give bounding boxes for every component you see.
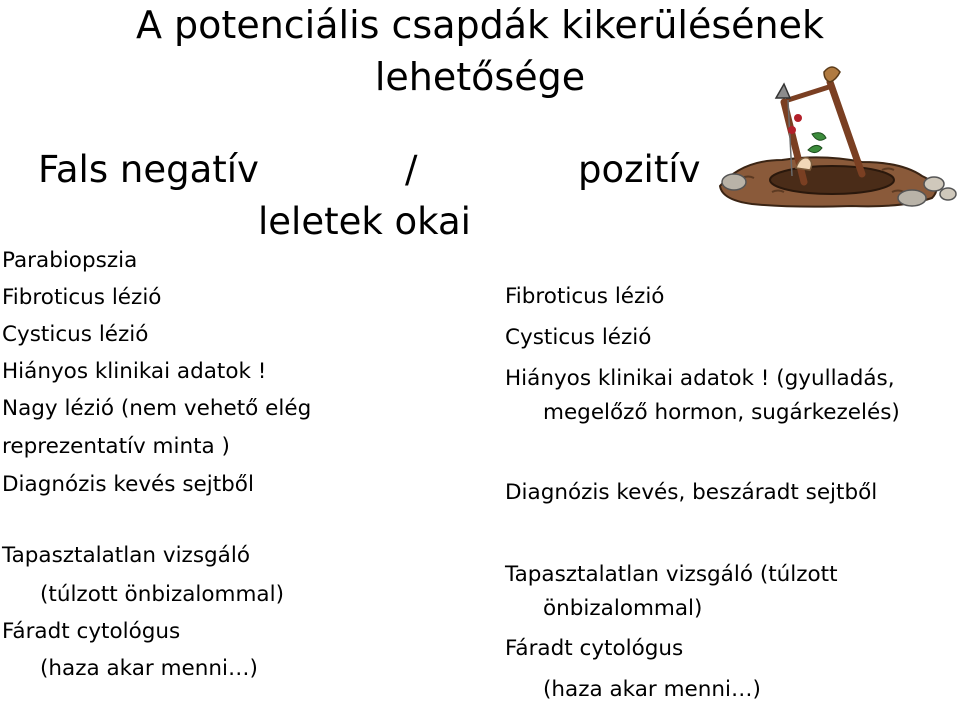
- list-item: Cysticus lézió: [2, 322, 149, 347]
- list-item: Hiányos klinikai adatok !: [2, 359, 267, 384]
- subtitle-slash: /: [405, 148, 418, 191]
- trap-pit-icon: [712, 58, 960, 218]
- list-item: (túlzott önbizalommal): [40, 582, 284, 607]
- subtitle-false-negative: Fals negatív: [38, 148, 259, 191]
- list-item: Tapasztalatlan vizsgáló: [2, 543, 250, 568]
- list-item: Fáradt cytológus: [505, 636, 684, 661]
- list-item: Diagnózis kevés sejtből: [2, 472, 254, 497]
- list-item: Nagy lézió (nem vehető elég: [2, 396, 312, 421]
- list-item: önbizalommal): [543, 596, 703, 621]
- subtitle-results-causes: leletek okai: [258, 200, 471, 243]
- list-item: Fibroticus lézió: [2, 285, 162, 310]
- list-item: Fáradt cytológus: [2, 619, 181, 644]
- slide-title-line1: A potenciális csapdák kikerülésének: [135, 3, 824, 47]
- slide-title-line2: lehetősége: [374, 55, 586, 99]
- list-item: Diagnózis kevés, beszáradt sejtből: [505, 480, 878, 505]
- subtitle-positive: pozitív: [578, 148, 701, 191]
- list-item: (haza akar menni…): [40, 656, 258, 681]
- list-item: Parabiopszia: [2, 248, 138, 273]
- list-item: Cysticus lézió: [505, 325, 652, 350]
- list-item: megelőző hormon, sugárkezelés): [543, 400, 900, 425]
- list-item: Tapasztalatlan vizsgáló (túlzott: [505, 562, 838, 587]
- list-item: Hiányos klinikai adatok ! (gyulladás,: [505, 366, 895, 391]
- list-item: reprezentatív minta ): [2, 434, 230, 459]
- list-item: Fibroticus lézió: [505, 284, 665, 309]
- list-item: (haza akar menni…): [543, 677, 761, 702]
